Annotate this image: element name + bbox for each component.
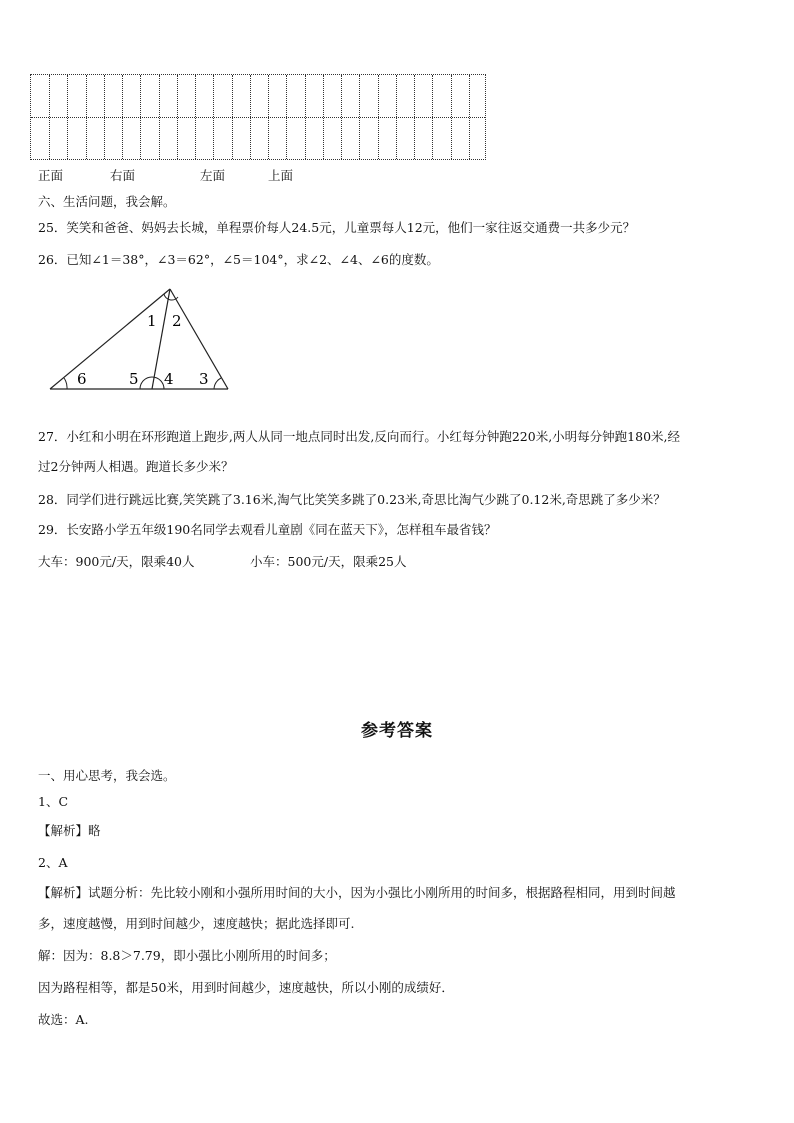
angle-label-4: 4: [164, 370, 174, 388]
question-28: 28．同学们进行跳远比赛,笑笑跳了3.16米,淘气比笑笑多跳了0.23米,奇思比淘气少跳了0.12米,奇思跳了多少米？: [38, 492, 666, 507]
grid-column-divider: [140, 75, 141, 159]
angle-label-1: 1: [147, 312, 157, 330]
writing-grid: [30, 74, 486, 160]
section-heading: 六、生活问题，我会解。: [38, 194, 176, 209]
angle-arc-6: [64, 378, 67, 389]
angle-arc-3: [214, 378, 221, 389]
question-27-line1: 27．小红和小明在环形跑道上跑步,两人从同一地点同时出发,反向而行。小红每分钟跑220米,小明每分钟跑180米,经: [38, 429, 681, 444]
grid-column-divider: [378, 75, 379, 159]
answer-1: 1、C: [38, 794, 69, 809]
grid-column-divider: [67, 75, 68, 159]
triangle-figure: [40, 284, 240, 396]
answer-section-1: 一、用心思考，我会选。: [38, 768, 176, 783]
grid-column-divider: [250, 75, 251, 159]
small-bus-info: 小车：500元/天，限乘25人: [250, 554, 407, 569]
grid-column-divider: [341, 75, 342, 159]
angle-arc-top: [164, 294, 178, 300]
answer-2: 2、A: [38, 855, 68, 870]
answer-2-solution-2: 因为路程相等，都是50米，用到时间越少，速度越快，所以小刚的成绩好．: [38, 980, 454, 995]
grid-row-divider: [31, 117, 485, 118]
grid-column-divider: [469, 75, 470, 159]
angle-label-3: 3: [199, 370, 209, 388]
view-label-top: 上面: [268, 168, 294, 183]
angle-label-5: 5: [129, 370, 139, 388]
angle-label-6: 6: [77, 370, 87, 388]
grid-column-divider: [195, 75, 196, 159]
grid-column-divider: [122, 75, 123, 159]
view-label-front: 正面: [38, 168, 64, 183]
question-26: 26．已知∠1＝38°，∠3＝62°，∠5＝104°，求∠2、∠4、∠6的度数。: [38, 252, 439, 267]
question-25: 25．笑笑和爸爸、妈妈去长城，单程票价每人24.5元，儿童票每人12元，他们一家往返交通费一共多少元？: [38, 220, 636, 235]
grid-column-divider: [177, 75, 178, 159]
angle-label-2: 2: [172, 312, 182, 330]
grid-column-divider: [286, 75, 287, 159]
question-29: 29．长安路小学五年级190名同学去观看儿童剧《同在蓝天下》，怎样租车最省钱？: [38, 522, 497, 537]
grid-column-divider: [104, 75, 105, 159]
grid-column-divider: [86, 75, 87, 159]
grid-column-divider: [396, 75, 397, 159]
view-label-right: 右面: [110, 168, 136, 183]
big-bus-info: 大车：900元/天，限乘40人: [38, 554, 195, 569]
grid-column-divider: [232, 75, 233, 159]
grid-column-divider: [49, 75, 50, 159]
answer-2-analysis-line2: 多，速度越慢，用到时间越少，速度越快；据此选择即可.: [38, 916, 355, 931]
grid-column-divider: [414, 75, 415, 159]
grid-column-divider: [359, 75, 360, 159]
triangle-left-side: [50, 289, 170, 389]
answer-title: 参考答案: [361, 721, 433, 741]
answer-2-conclusion: 故选：A.: [38, 1012, 89, 1027]
answer-2-solution-1: 解：因为：8.8＞7.79，即小强比小刚所用的时间多；: [38, 948, 336, 963]
answer-1-analysis: 【解析】略: [38, 823, 101, 838]
answer-2-analysis-line1: 【解析】试题分析：先比较小刚和小强所用时间的大小，因为小强比小刚所用的时间多，根据路程相同，用到时间越: [38, 885, 676, 900]
grid-column-divider: [305, 75, 306, 159]
question-27-line2: 过2分钟两人相遇。跑道长多少米？: [38, 459, 234, 474]
grid-column-divider: [451, 75, 452, 159]
grid-column-divider: [323, 75, 324, 159]
view-label-left: 左面: [200, 168, 226, 183]
grid-column-divider: [159, 75, 160, 159]
grid-column-divider: [432, 75, 433, 159]
grid-column-divider: [268, 75, 269, 159]
grid-column-divider: [213, 75, 214, 159]
